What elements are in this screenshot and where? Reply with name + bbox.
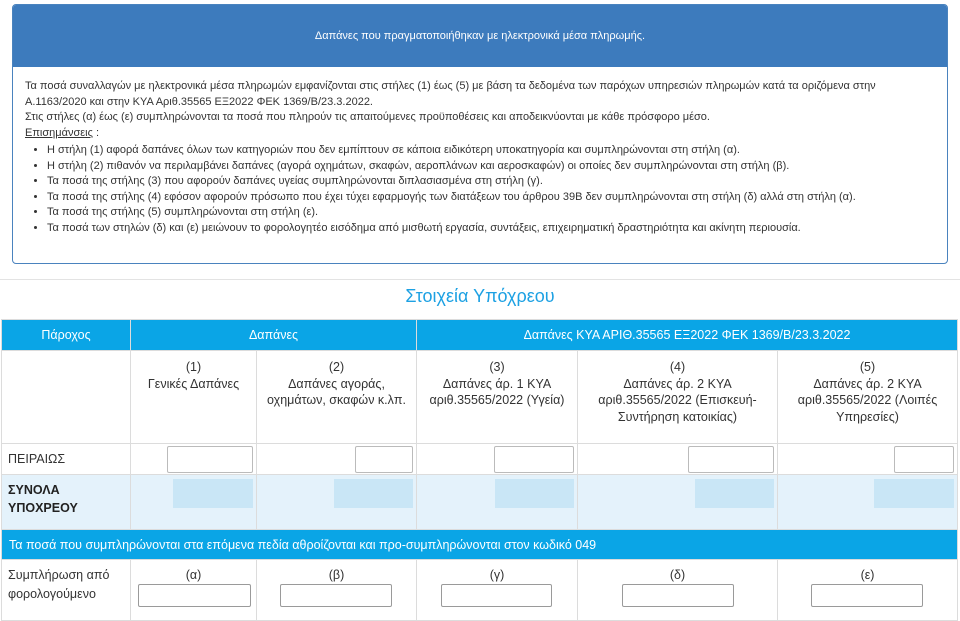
provider-amount-2-input[interactable] (355, 446, 413, 473)
column-number: (1) (185, 360, 202, 374)
totals-row (2, 475, 958, 530)
kya-expenses-header: Δαπάνες ΚΥΑ ΑΡΙΘ.35565 ΕΞ2022 ΦΕΚ 1369/Β/23.3.2022 (417, 320, 958, 351)
section-title: Στοιχεία Υπόχρεου (405, 286, 555, 306)
fill-cell-a (131, 560, 257, 621)
provider-cell-3 (417, 444, 578, 475)
column-number: (2) (328, 360, 345, 374)
column-label: Δαπάνες αγοράς, οχημάτων, σκαφών κ.λπ. (267, 376, 406, 407)
note-item: • Τα ποσά της στήλης (4) εφόσον αφορούν πρόσωπο που έχει τύχει εφαρμογής των διατάξεων του άρθρου 39Β δεν συμπληρώνονται στη στήλη (δ) αλλά στη στήλη (α). (47, 190, 935, 206)
provider-amount-5-input[interactable] (894, 446, 954, 473)
note-item: • Η στήλη (1) αφορά δαπάνες όλων των κατηγοριών που δεν εμπίπτουν σε κάποια ειδικότερη υποκατηγορία και συμπληρώνονται στη στήλη (α). (47, 143, 935, 159)
provider-amount-1-input[interactable] (167, 446, 253, 473)
provider-column-blank (2, 351, 131, 444)
fill-letter-a: (α) (185, 568, 202, 582)
note-item: • Η στήλη (2) πιθανόν να περιλαμβάνει δαπάνες (αγορά οχημάτων, σκαφών, αεροπλάνων και αεροσκαφών) οι οποίες δεν συμπληρώνονται στη στήλη (β). (47, 159, 935, 175)
fill-letter-e: (ε) (860, 568, 875, 582)
provider-header: Πάροχος (2, 320, 131, 351)
total-amount-1 (173, 479, 253, 508)
fill-cell-b (257, 560, 417, 621)
code-049-banner: Τα ποσά που συμπληρώνονται στα επόμενα πεδία αθροίζονται και προ-συμπληρώνονται στον κωδικό 049 (2, 530, 958, 560)
fill-amount-c-input[interactable] (441, 584, 552, 607)
fill-label-line2: φορολογούμενο (8, 587, 96, 601)
expenses-header: Δαπάνες (131, 320, 417, 351)
provider-row (2, 444, 958, 475)
total-amount-4 (695, 479, 774, 508)
notes-list (25, 143, 935, 236)
section-divider (0, 279, 960, 280)
info-paragraph-1: Τα ποσά συναλλαγών με ηλεκτρονικά μέσα πληρωμών εμφανίζονται στις στήλες (1) έως (5) με βάση τα δεδομένα των παρόχων υπηρεσιών πληρωμών κατά τα οριζόμενα στην Α.1163/2020 και στην ΚΥΑ Αριθ.35565 ΕΞ2022 ΦΕΚ 1369/Β/23.3.2022. (25, 80, 876, 108)
fill-amount-d-input[interactable] (622, 584, 734, 607)
taxpayer-fill-row (2, 560, 958, 621)
provider-cell-2 (257, 444, 417, 475)
column-label: Δαπάνες άρ. 2 ΚΥΑ αριθ.35565/2022 (Λοιπές Υπηρεσίες) (797, 376, 938, 424)
column-header-1 (131, 351, 257, 444)
totals-label (2, 475, 131, 530)
notes-heading (25, 126, 935, 142)
column-header-5 (778, 351, 958, 444)
total-cell-1 (131, 475, 257, 530)
column-label: Δαπάνες άρ. 1 ΚΥΑ αριθ.35565/2022 (Υγεία) (429, 376, 565, 407)
column-number: (5) (859, 360, 876, 374)
provider-cell-1 (131, 444, 257, 475)
notes-colon: : (92, 126, 100, 139)
total-cell-5 (778, 475, 958, 530)
totals-label-line2: ΥΠΟΧΡΕΟΥ (8, 501, 78, 515)
fill-letter-c: (γ) (489, 568, 505, 582)
banner-row (2, 530, 958, 560)
total-amount-5 (874, 479, 954, 508)
fill-amount-b-input[interactable] (280, 584, 392, 607)
column-header-3 (417, 351, 578, 444)
expenses-table (1, 319, 958, 621)
column-label: Γενικές Δαπάνες (147, 376, 240, 391)
column-header-4 (578, 351, 778, 444)
fill-cell-c (417, 560, 578, 621)
total-amount-2 (334, 479, 413, 508)
fill-label-line1: Συμπλήρωση από (8, 568, 110, 582)
column-number: (4) (669, 360, 686, 374)
total-cell-2 (257, 475, 417, 530)
info-paragraph-2: Στις στήλες (α) έως (ε) συμπληρώνονται τα ποσά που πληρούν τις απαιτούμενες προϋποθέσεις και αποδεικνύονται με κάθε πρόσφορο μέσο. (25, 111, 710, 123)
fill-amount-e-input[interactable] (811, 584, 923, 607)
column-number: (3) (489, 360, 505, 374)
total-cell-3 (417, 475, 578, 530)
column-header-row (2, 351, 958, 444)
provider-cell-5 (778, 444, 958, 475)
column-header-2 (257, 351, 417, 444)
column-label: Δαπάνες άρ. 2 ΚΥΑ αριθ.35565/2022 (Επισκευή-Συντήρηση κατοικίας) (598, 376, 757, 424)
fill-cell-e (778, 560, 958, 621)
total-amount-3 (495, 479, 574, 508)
fill-amount-a-input[interactable] (138, 584, 251, 607)
group-header-row (2, 320, 958, 351)
note-item: • Τα ποσά της στήλης (3) που αφορούν δαπάνες υγείας συμπληρώνονται διπλασιασμένα στη στήλη (γ). (47, 174, 935, 190)
info-panel-body (13, 67, 947, 236)
fill-letter-d: (δ) (669, 568, 686, 582)
note-item: • Τα ποσά της στήλης (5) συμπληρώνονται στη στήλη (ε). (47, 205, 935, 221)
provider-amount-4-input[interactable] (688, 446, 774, 473)
info-panel-heading: Δαπάνες που πραγματοποιήθηκαν με ηλεκτρονικά μέσα πληρωμής. (13, 5, 947, 67)
info-panel (12, 4, 948, 264)
provider-amount-3-input[interactable] (494, 446, 574, 473)
fill-cell-d (578, 560, 778, 621)
note-item: • Τα ποσά των στηλών (δ) και (ε) μειώνουν το φορολογητέο εισόδημα από μισθωτή εργασία, συντάξεις, επιχειρηματική δραστηριότητα και ακίνητη περιουσία. (47, 221, 935, 237)
taxpayer-fill-label (2, 560, 131, 621)
notes-label: Επισημάνσεις (25, 126, 93, 139)
total-cell-4 (578, 475, 778, 530)
totals-label-line1: ΣΥΝΟΛΑ (8, 483, 60, 497)
provider-cell-4 (578, 444, 778, 475)
fill-letter-b: (β) (328, 568, 345, 582)
provider-name: ΠΕΙΡΑΙΩΣ (2, 444, 131, 475)
